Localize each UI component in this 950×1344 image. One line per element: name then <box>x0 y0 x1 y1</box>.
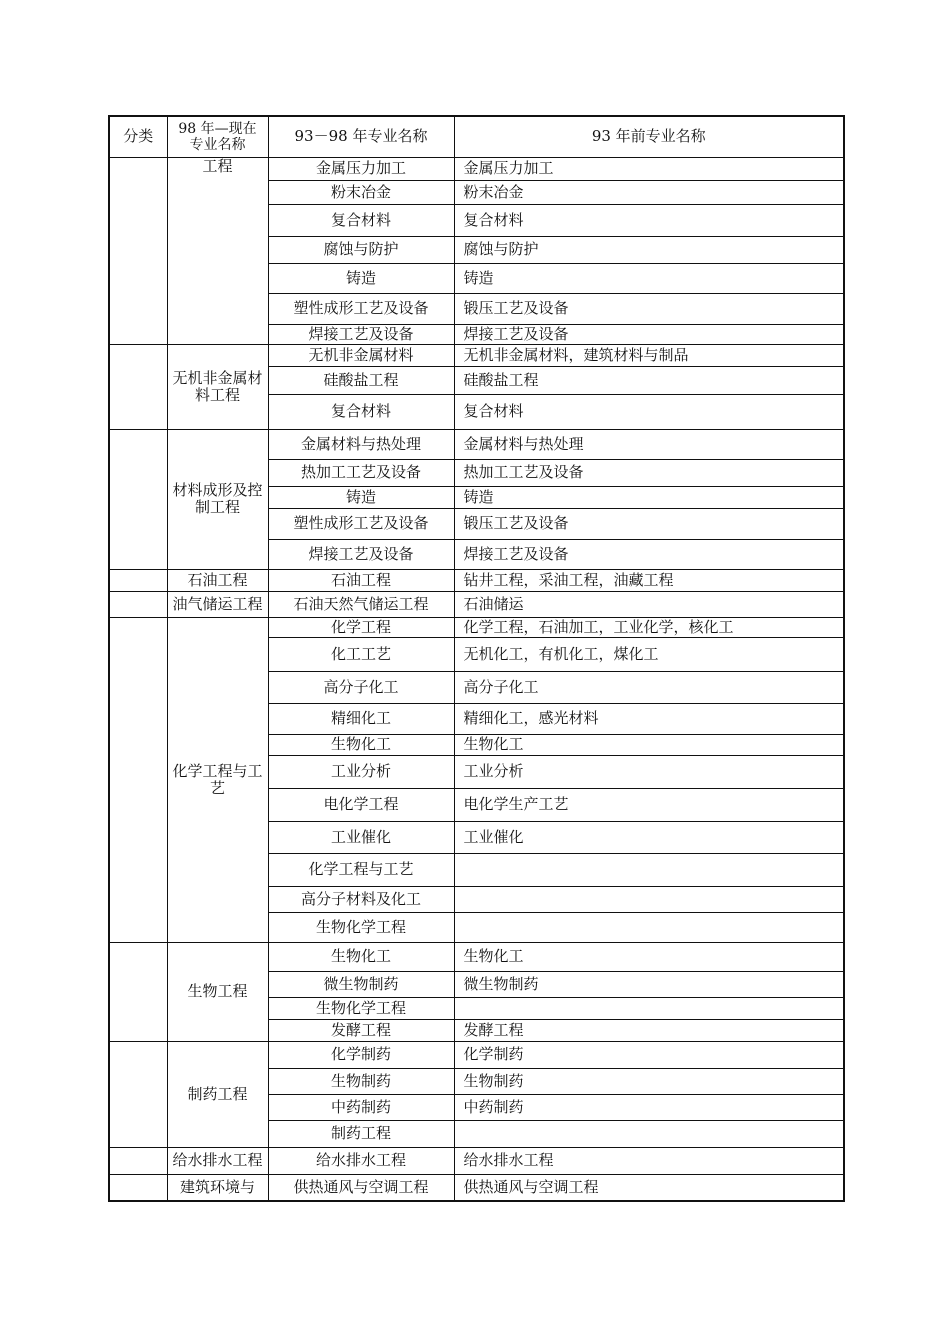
old-major-cell: 高分子化工 <box>454 671 844 703</box>
old-major-cell: 电化学生产工艺 <box>454 788 844 821</box>
old-major-cell: 复合材料 <box>454 394 844 429</box>
mid-major-cell: 生物化工 <box>268 734 454 755</box>
old-major-cell: 锻压工艺及设备 <box>454 293 844 324</box>
category-cell <box>109 617 167 942</box>
mid-major-cell: 金属材料与热处理 <box>268 429 454 459</box>
mid-major-cell: 无机非金属材料 <box>268 344 454 366</box>
category-cell <box>109 942 167 1041</box>
old-major-cell: 工业催化 <box>454 821 844 853</box>
mid-major-cell: 中药制药 <box>268 1094 454 1120</box>
old-major-cell: 精细化工，感光材料 <box>454 703 844 734</box>
category-cell <box>109 344 167 429</box>
old-major-cell: 工业分析 <box>454 755 844 788</box>
mid-major-cell: 热加工工艺及设备 <box>268 459 454 486</box>
mid-major-cell: 微生物制药 <box>268 971 454 997</box>
old-major-cell: 石油储运 <box>454 591 844 617</box>
table-row <box>109 569 844 591</box>
header-current-name: 98 年—现在专业名称 <box>167 116 268 157</box>
old-major-cell: 锻压工艺及设备 <box>454 508 844 539</box>
current-major-cell: 材料成形及控制工程 <box>167 429 268 569</box>
mid-major-cell: 工业分析 <box>268 755 454 788</box>
mid-major-cell: 腐蚀与防护 <box>268 236 454 263</box>
mid-major-cell: 生物化工 <box>268 942 454 971</box>
mid-major-cell: 生物化学工程 <box>268 912 454 942</box>
table-row <box>109 617 844 637</box>
mid-major-cell: 石油工程 <box>268 569 454 591</box>
current-major-cell: 制药工程 <box>167 1041 268 1147</box>
mid-major-cell: 塑性成形工艺及设备 <box>268 508 454 539</box>
old-major-cell: 钻井工程，采油工程，油藏工程 <box>454 569 844 591</box>
current-major-cell: 生物工程 <box>167 942 268 1041</box>
current-major-cell: 给水排水工程 <box>167 1147 268 1174</box>
mid-major-cell: 化学工程与工艺 <box>268 853 454 886</box>
mid-major-cell: 塑性成形工艺及设备 <box>268 293 454 324</box>
old-major-cell: 金属压力加工 <box>454 157 844 180</box>
old-major-cell <box>454 912 844 942</box>
old-major-cell: 铸造 <box>454 263 844 293</box>
current-major-cell: 化学工程与工艺 <box>167 617 268 942</box>
old-major-cell: 微生物制药 <box>454 971 844 997</box>
old-major-cell: 铸造 <box>454 486 844 508</box>
old-major-cell: 生物化工 <box>454 734 844 755</box>
old-major-cell: 复合材料 <box>454 204 844 236</box>
mid-major-cell: 金属压力加工 <box>268 157 454 180</box>
old-major-cell: 生物制药 <box>454 1068 844 1094</box>
table-row <box>109 344 844 366</box>
old-major-cell: 发酵工程 <box>454 1019 844 1041</box>
old-major-cell: 焊接工艺及设备 <box>454 539 844 569</box>
old-major-cell: 粉末冶金 <box>454 180 844 204</box>
table-row <box>109 1174 844 1201</box>
mid-major-cell: 高分子化工 <box>268 671 454 703</box>
category-cell <box>109 569 167 591</box>
table-row <box>109 1147 844 1174</box>
table-row <box>109 157 844 180</box>
mid-major-cell: 工业催化 <box>268 821 454 853</box>
table-row <box>109 591 844 617</box>
current-major-cell: 油气储运工程 <box>167 591 268 617</box>
mid-major-cell: 石油天然气储运工程 <box>268 591 454 617</box>
header-mid-name: 93－98 年专业名称 <box>268 116 454 157</box>
category-cell <box>109 1174 167 1201</box>
mid-major-cell: 铸造 <box>268 486 454 508</box>
table-row <box>109 942 844 971</box>
old-major-cell: 热加工工艺及设备 <box>454 459 844 486</box>
mid-major-cell: 生物化学工程 <box>268 997 454 1019</box>
old-major-cell <box>454 1120 844 1147</box>
mid-major-cell: 化工工艺 <box>268 637 454 671</box>
major-mapping-table <box>108 115 845 1202</box>
mid-major-cell: 铸造 <box>268 263 454 293</box>
old-major-cell <box>454 886 844 912</box>
old-major-cell: 生物化工 <box>454 942 844 971</box>
current-major-cell: 建筑环境与 <box>167 1174 268 1201</box>
table-row <box>109 429 844 459</box>
mid-major-cell: 给水排水工程 <box>268 1147 454 1174</box>
mid-major-cell: 供热通风与空调工程 <box>268 1174 454 1201</box>
mid-major-cell: 化学工程 <box>268 617 454 637</box>
header-old-name: 93 年前专业名称 <box>454 116 844 157</box>
header-row <box>109 116 844 157</box>
mid-major-cell: 硅酸盐工程 <box>268 366 454 394</box>
category-cell <box>109 429 167 569</box>
old-major-cell: 硅酸盐工程 <box>454 366 844 394</box>
old-major-cell: 无机非金属材料，建筑材料与制品 <box>454 344 844 366</box>
table-body <box>109 157 844 1201</box>
mid-major-cell: 精细化工 <box>268 703 454 734</box>
old-major-cell: 腐蚀与防护 <box>454 236 844 263</box>
old-major-cell: 焊接工艺及设备 <box>454 324 844 344</box>
current-major-cell: 石油工程 <box>167 569 268 591</box>
old-major-cell <box>454 997 844 1019</box>
mid-major-cell: 生物制药 <box>268 1068 454 1094</box>
old-major-cell: 化学制药 <box>454 1041 844 1068</box>
mid-major-cell: 粉末冶金 <box>268 180 454 204</box>
old-major-cell <box>454 853 844 886</box>
table-row <box>109 1041 844 1068</box>
category-cell <box>109 157 167 344</box>
category-cell <box>109 591 167 617</box>
mid-major-cell: 高分子材料及化工 <box>268 886 454 912</box>
mid-major-cell: 复合材料 <box>268 394 454 429</box>
mid-major-cell: 焊接工艺及设备 <box>268 324 454 344</box>
old-major-cell: 无机化工，有机化工，煤化工 <box>454 637 844 671</box>
mid-major-cell: 发酵工程 <box>268 1019 454 1041</box>
mid-major-cell: 制药工程 <box>268 1120 454 1147</box>
current-major-cell: 工程 <box>167 157 268 344</box>
mid-major-cell: 电化学工程 <box>268 788 454 821</box>
old-major-cell: 化学工程，石油加工，工业化学，核化工 <box>454 617 844 637</box>
mid-major-cell: 化学制药 <box>268 1041 454 1068</box>
old-major-cell: 供热通风与空调工程 <box>454 1174 844 1201</box>
category-cell <box>109 1147 167 1174</box>
category-cell <box>109 1041 167 1147</box>
old-major-cell: 金属材料与热处理 <box>454 429 844 459</box>
mid-major-cell: 焊接工艺及设备 <box>268 539 454 569</box>
mid-major-cell: 复合材料 <box>268 204 454 236</box>
header-category: 分类 <box>109 116 167 157</box>
old-major-cell: 给水排水工程 <box>454 1147 844 1174</box>
old-major-cell: 中药制药 <box>454 1094 844 1120</box>
current-major-cell: 无机非金属材料工程 <box>167 344 268 429</box>
